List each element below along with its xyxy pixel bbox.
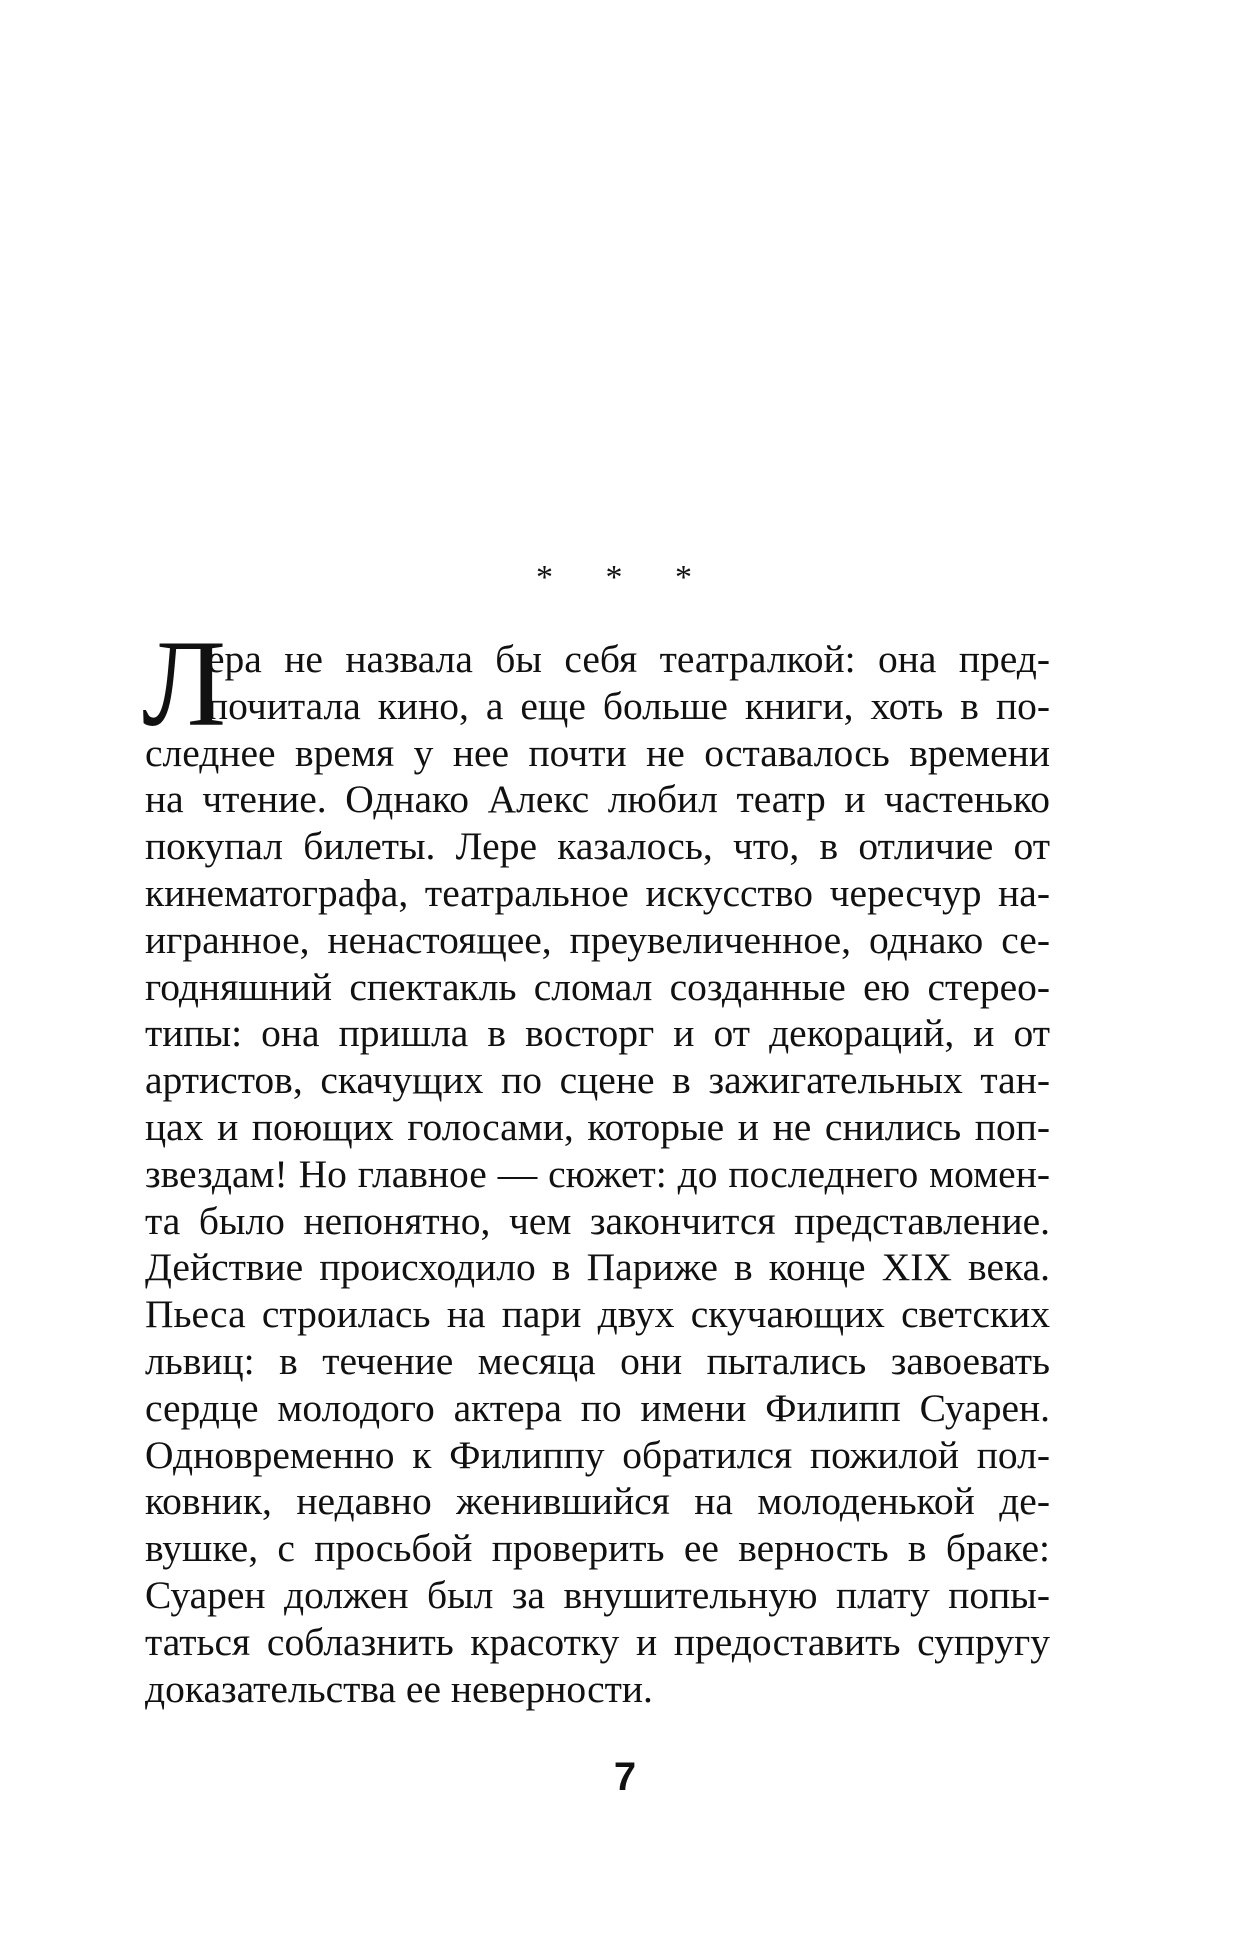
body-text: [145, 636, 1050, 1712]
text-line: игранное, ненастоящее, преувеличенное, однако се-: [145, 917, 1050, 962]
text-line: ера не назвала бы себя театралкой: она пред-: [207, 637, 1050, 681]
drop-cap: Л: [142, 615, 227, 752]
text-line: почитала кино, а еще больше книги, хоть в по-: [207, 683, 1050, 728]
page-number: 7: [613, 1755, 637, 1799]
section-separator: * * *: [536, 559, 714, 596]
text-line: кинематографа, театральное искусство чересчур на-: [145, 870, 1050, 915]
text-line: годняшний спектакль сломал созданные ею стерео-: [145, 964, 1050, 1009]
text-line: артистов, скачущих по сцене в зажигательных тан-: [145, 1058, 1050, 1103]
text-line: Суарен должен был за внушительную плату попы-: [145, 1572, 1050, 1617]
text-line: звездам! Но главное — сюжет: до последнего момен-: [145, 1151, 1050, 1196]
text-line: Одновременно к Филиппу обратился пожилой пол-: [145, 1432, 1050, 1477]
text-line: та было непонятно, чем закончится представление.: [145, 1198, 1050, 1243]
text-line: доказательства ее неверности.: [145, 1666, 653, 1711]
text-line: вушке, с просьбой проверить ее верность в браке:: [145, 1526, 1050, 1571]
text-line: ковник, недавно женившийся на молоденькой де-: [145, 1479, 1050, 1524]
text-line: сердце молодого актера по имени Филипп Суарен.: [145, 1385, 1050, 1430]
text-line: цах и поющих голосами, которые и не снились поп-: [145, 1104, 1050, 1149]
text-line: таться соблазнить красотку и предоставить супругу: [145, 1619, 1050, 1664]
text-line: типы: она пришла в восторг и от декораций, и от: [145, 1011, 1050, 1056]
text-line: покупал билеты. Лере казалось, что, в отличие от: [145, 824, 1050, 869]
text-line: следнее время у нее почти не оставалось времени: [145, 730, 1050, 775]
text-line: на чтение. Однако Алекс любил театр и частенько: [145, 777, 1050, 822]
text-line: Пьеса строилась на пари двух скучающих светских: [145, 1292, 1050, 1337]
text-line: львиц: в течение месяца они пытались завоевать: [145, 1338, 1050, 1383]
text-line: Действие происходило в Париже в конце XIX века.: [145, 1245, 1050, 1290]
